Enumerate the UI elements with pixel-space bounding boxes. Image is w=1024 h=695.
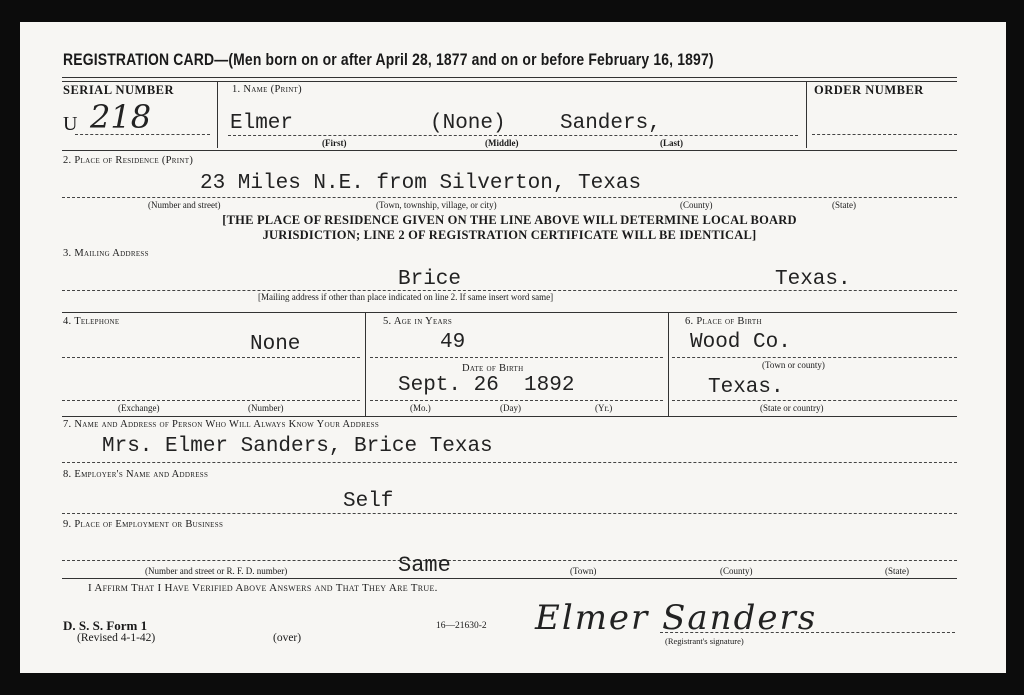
residence-value: 23 Miles N.E. from Silverton, Texas	[200, 172, 642, 195]
employer-line	[62, 513, 957, 514]
employer-value: Self	[343, 490, 394, 513]
divider	[668, 313, 669, 416]
employment-label: 9. Place of Employment or Business	[63, 519, 224, 530]
telephone-line	[62, 400, 360, 401]
mailing-note: [Mailing address if other than place indicated on line 2. If same insert word same]	[258, 292, 554, 302]
employment-value: Same	[398, 553, 451, 578]
year-label: (Yr.)	[595, 403, 613, 413]
street-label: (Number and street)	[148, 200, 221, 210]
middle-name-value: (None)	[430, 112, 506, 135]
divider	[217, 82, 218, 148]
birthplace-label: 6. Place of Birth	[685, 316, 762, 327]
birthplace-line	[672, 400, 957, 401]
divider	[62, 150, 957, 151]
signature-label: (Registrant's signature)	[665, 636, 744, 646]
residence-notice: JURISDICTION; LINE 2 OF REGISTRATION CERTIFICATE WILL BE IDENTICAL]	[262, 228, 757, 242]
mailing-state-value: Texas.	[775, 268, 851, 291]
age-value: 49	[440, 331, 466, 354]
date-of-birth-value: Sept. 26 1892	[398, 374, 575, 397]
age-label: 5. Age in Years	[383, 316, 453, 327]
registrant-signature: Elmer Sanders	[535, 598, 818, 638]
contact-value: Mrs. Elmer Sanders, Brice Texas	[102, 435, 493, 458]
birth-town-value: Wood Co.	[690, 331, 791, 354]
day-label: (Day)	[500, 403, 521, 413]
mailing-town-value: Brice	[398, 268, 462, 291]
street-rfd-label: (Number and street or R. F. D. number)	[145, 566, 288, 576]
birth-state-value: Texas.	[708, 376, 784, 399]
birthplace-line	[672, 357, 957, 358]
over-text: (over)	[273, 632, 302, 644]
month-label: (Mo.)	[410, 403, 431, 413]
divider	[365, 313, 366, 416]
first-label: (First)	[322, 138, 347, 148]
town-or-county-label: (Town or county)	[762, 360, 825, 370]
town-label: (Town)	[570, 566, 597, 576]
state-label: (State)	[832, 200, 856, 210]
name-line	[228, 135, 798, 136]
form-number: D. S. S. Form 1	[63, 618, 148, 633]
age-line	[370, 357, 663, 358]
last-label: (Last)	[660, 138, 683, 148]
town-label: (Town, township, village, or city)	[376, 200, 497, 210]
name-label: 1. Name (Print)	[232, 84, 302, 95]
revised-date: (Revised 4-1-42)	[77, 632, 156, 644]
order-number-label: ORDER NUMBER	[814, 83, 924, 97]
contact-label: 7. Name and Address of Person Who Will Always Know Your Address	[63, 419, 380, 430]
serial-number-value: 218	[90, 98, 152, 136]
exchange-label: (Exchange)	[118, 403, 160, 413]
divider	[62, 77, 957, 78]
dob-line	[370, 400, 663, 401]
divider	[62, 578, 957, 579]
divider	[806, 82, 807, 148]
residence-line	[62, 197, 957, 198]
mailing-label: 3. Mailing Address	[63, 248, 149, 259]
telephone-value: None	[250, 333, 301, 356]
telephone-label: 4. Telephone	[63, 316, 120, 327]
residence-label: 2. Place of Residence (Print)	[63, 155, 194, 166]
divider	[62, 312, 957, 313]
employment-line	[62, 560, 957, 561]
serial-prefix: U	[63, 113, 78, 135]
residence-notice: [THE PLACE OF RESIDENCE GIVEN ON THE LINE ABOVE WILL DETERMINE LOCAL BOARD	[222, 213, 797, 227]
telephone-line	[62, 357, 360, 358]
state-or-country-label: (State or country)	[760, 403, 824, 413]
last-name-value: Sanders,	[560, 112, 661, 135]
divider	[62, 81, 957, 82]
date-of-birth-label: Date of Birth	[462, 363, 524, 374]
county-label: (County)	[680, 200, 713, 210]
state-label: (State)	[885, 566, 909, 576]
order-number-line	[812, 134, 957, 135]
serial-number-label: SERIAL NUMBER	[63, 83, 175, 97]
serial-line	[75, 134, 210, 135]
first-name-value: Elmer	[230, 112, 294, 135]
print-code: 16—21630-2	[436, 621, 487, 631]
employer-label: 8. Employer's Name and Address	[63, 469, 209, 480]
card-title: REGISTRATION CARD—(Men born on or after April 28, 1877 and on or before February 16, 1897)	[63, 50, 714, 69]
middle-label: (Middle)	[485, 138, 519, 148]
divider	[62, 416, 957, 417]
affirmation-text: I Affirm That I Have Verified Above Answers and That They Are True.	[88, 582, 438, 594]
number-label: (Number)	[248, 403, 284, 413]
contact-line	[62, 462, 957, 463]
county-label: (County)	[720, 566, 753, 576]
mailing-line	[62, 290, 957, 291]
